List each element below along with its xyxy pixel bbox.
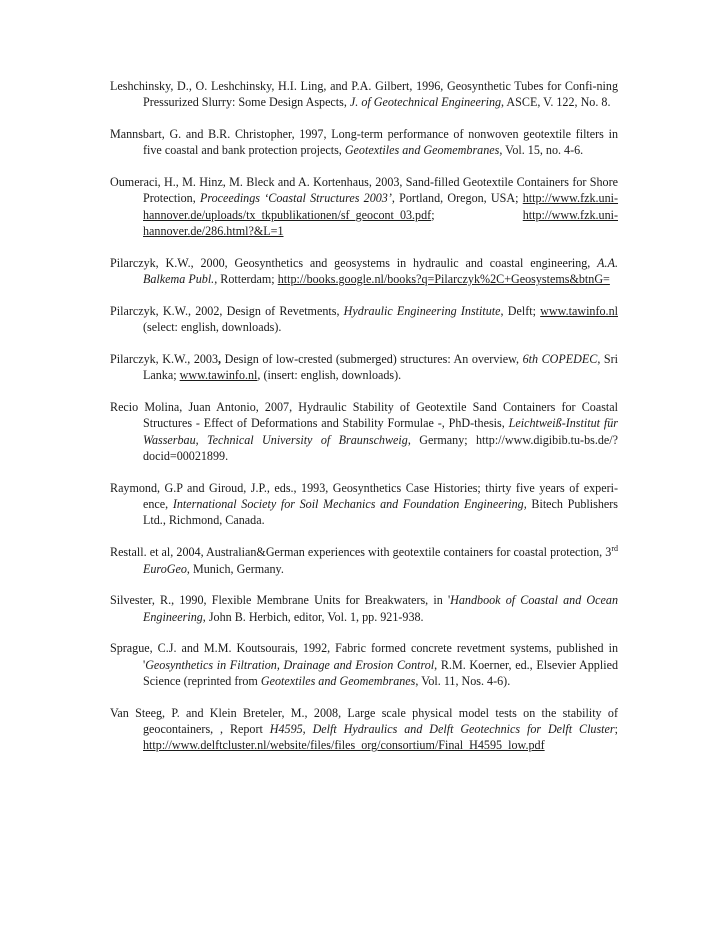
reference-entry	[110, 592, 618, 625]
reference-text: Recio Molina, Juan Antonio, 2007, Hydraulic Stability of Geotextile Sand Containers for Coastal Structures - Effect of Deformations and Stability Formulae -, PhD-thesis,	[110, 400, 618, 431]
reference-text: Pilarczyk, K.W., 2000, Geosynthetics and geosystems in hydraulic and coastal engineering,	[110, 255, 598, 270]
reference-text: Raymond, G.P and Giroud, J.P., eds., 1993, Geosynthetics Case Histories; thirty five years of experi-ence,	[110, 480, 618, 512]
reference-text: , Munich, Germany.	[186, 561, 284, 576]
reference-text: , (insert: english, downloads).	[257, 368, 402, 383]
reference-text: (select: english, downloads).	[143, 320, 282, 335]
reference-list	[110, 78, 618, 769]
reference-entry	[110, 255, 618, 288]
reference-text: Geosynthetics in Filtration, Drainage and Erosion Control	[145, 657, 435, 672]
reference-text: ,	[218, 352, 222, 367]
reference-text: ;	[614, 722, 618, 737]
reference-text: Vol. 15, no. 4-6.	[502, 143, 584, 158]
reference-text: Van Steeg, P. and Klein Breteler, M., 2008, Large scale physical model tests on the stability of geocontainers, , Report	[110, 705, 618, 737]
reference-link[interactable]: http://www.fzk.uni-hannover.de/286.html?&L=1	[143, 207, 618, 239]
reference-text: Sprague, C.J. and M.M. Koutsourais, 1992, Fabric formed concrete revetment systems, published in '	[110, 641, 618, 672]
reference-entry	[110, 399, 618, 464]
reference-link[interactable]: www.tawinfo.nl	[179, 368, 258, 383]
reference-text: , Sri Lanka;	[143, 352, 618, 383]
reference-text: , John B. Herbich, editor, Vol. 1, pp. 921-938.	[202, 609, 424, 624]
reference-link[interactable]: www.tawinfo.nl	[540, 303, 618, 318]
reference-entry	[110, 351, 618, 384]
reference-text: Pilarczyk, K.W., 2002, Design of Revetments,	[110, 303, 344, 318]
reference-text: International Society for Soil Mechanics and Foundation Engineering,	[172, 497, 527, 512]
reference-text: A.A. Balkema Publ.	[143, 255, 618, 287]
reference-entry	[110, 705, 618, 754]
reference-entry	[110, 303, 618, 336]
reference-text: , ASCE, V. 122, No. 8.	[501, 95, 611, 110]
reference-text: Oumeraci, H., M. Hinz, M. Bleck and A. Kortenhaus, 2003, Sand-filled Geotextile Containers for Shore Protection,	[110, 175, 618, 206]
reference-text: , Delft;	[500, 303, 541, 318]
reference-text: 6th COPEDEC	[522, 352, 598, 367]
reference-text: Handbook of Coastal and Ocean Engineering	[143, 593, 618, 624]
reference-text: Design of low-crested (submerged) structures: An overview,	[221, 352, 523, 367]
reference-text: Mannsbart, G. and B.R. Christopher, 1997, Long-term performance of nonwoven geotextile filters in five coastal and bank protection projects,	[110, 127, 618, 158]
reference-entry	[110, 174, 618, 239]
reference-text: Proceedings ‘Coastal Structures 2003’	[199, 191, 392, 206]
reference-entry	[110, 544, 618, 577]
reference-text: Hydraulic Engineering Institute	[343, 303, 501, 318]
reference-entry	[110, 126, 618, 159]
reference-text: H4595, Delft Hydraulics and Delft Geotechnics for Delft Cluster	[269, 722, 615, 737]
reference-text: , Vol. 11, Nos. 4-6).	[415, 674, 511, 689]
reference-text: Silvester, R., 1990, Flexible Membrane Units for Breakwaters, in '	[110, 593, 451, 608]
reference-text: , Rotterdam;	[214, 272, 278, 287]
reference-text: Bitech Publishers Ltd., Richmond, Canada.	[143, 497, 618, 528]
reference-text: ;	[431, 207, 523, 222]
reference-entry	[110, 78, 618, 111]
reference-text: Leichtweiß-Institut für Wasserbau, Technical University of Braunschweig	[143, 416, 618, 447]
reference-text: , Germany; http://www.digibib.tu-bs.de/?docid=00021899.	[143, 432, 618, 464]
reference-text: rd	[611, 544, 618, 554]
reference-entry	[110, 480, 618, 529]
reference-text: Leshchinsky, D., O. Leshchinsky, H.I. Ling, and P.A. Gilbert, 1996, Geosynthetic Tubes for Confi-ning Pressurized Slurry: Some Design Aspects,	[110, 79, 618, 110]
reference-link[interactable]: http://www.fzk.uni-hannover.de/uploads/tx_tkpublikationen/sf_geocont_03.pdf	[143, 191, 619, 222]
reference-text: EuroGeo	[143, 561, 187, 576]
reference-text: Restall. et al, 2004, Australian&German experiences with geotextile containers for coastal protection, 3	[110, 545, 612, 560]
reference-text: J. of Geotechnical Engineering	[349, 95, 502, 110]
reference-link[interactable]: http://books.google.nl/books?q=Pilarczyk%2C+Geosystems&btnG=	[277, 272, 610, 287]
reference-entry	[110, 640, 618, 689]
reference-text: Pilarczyk, K.W., 2003	[110, 352, 219, 367]
reference-text: Geotextiles and Geomembranes,	[344, 143, 503, 158]
reference-text: , R.M. Koerner, ed., Elsevier Applied Science (reprinted from	[143, 657, 618, 689]
reference-text: Geotextiles and Geomembranes	[260, 674, 416, 689]
reference-text: , Portland, Oregon, USA;	[391, 191, 523, 206]
reference-link[interactable]: http://www.delftcluster.nl/website/files/files_org/consortium/Final_H4595_low.pdf	[143, 738, 545, 753]
